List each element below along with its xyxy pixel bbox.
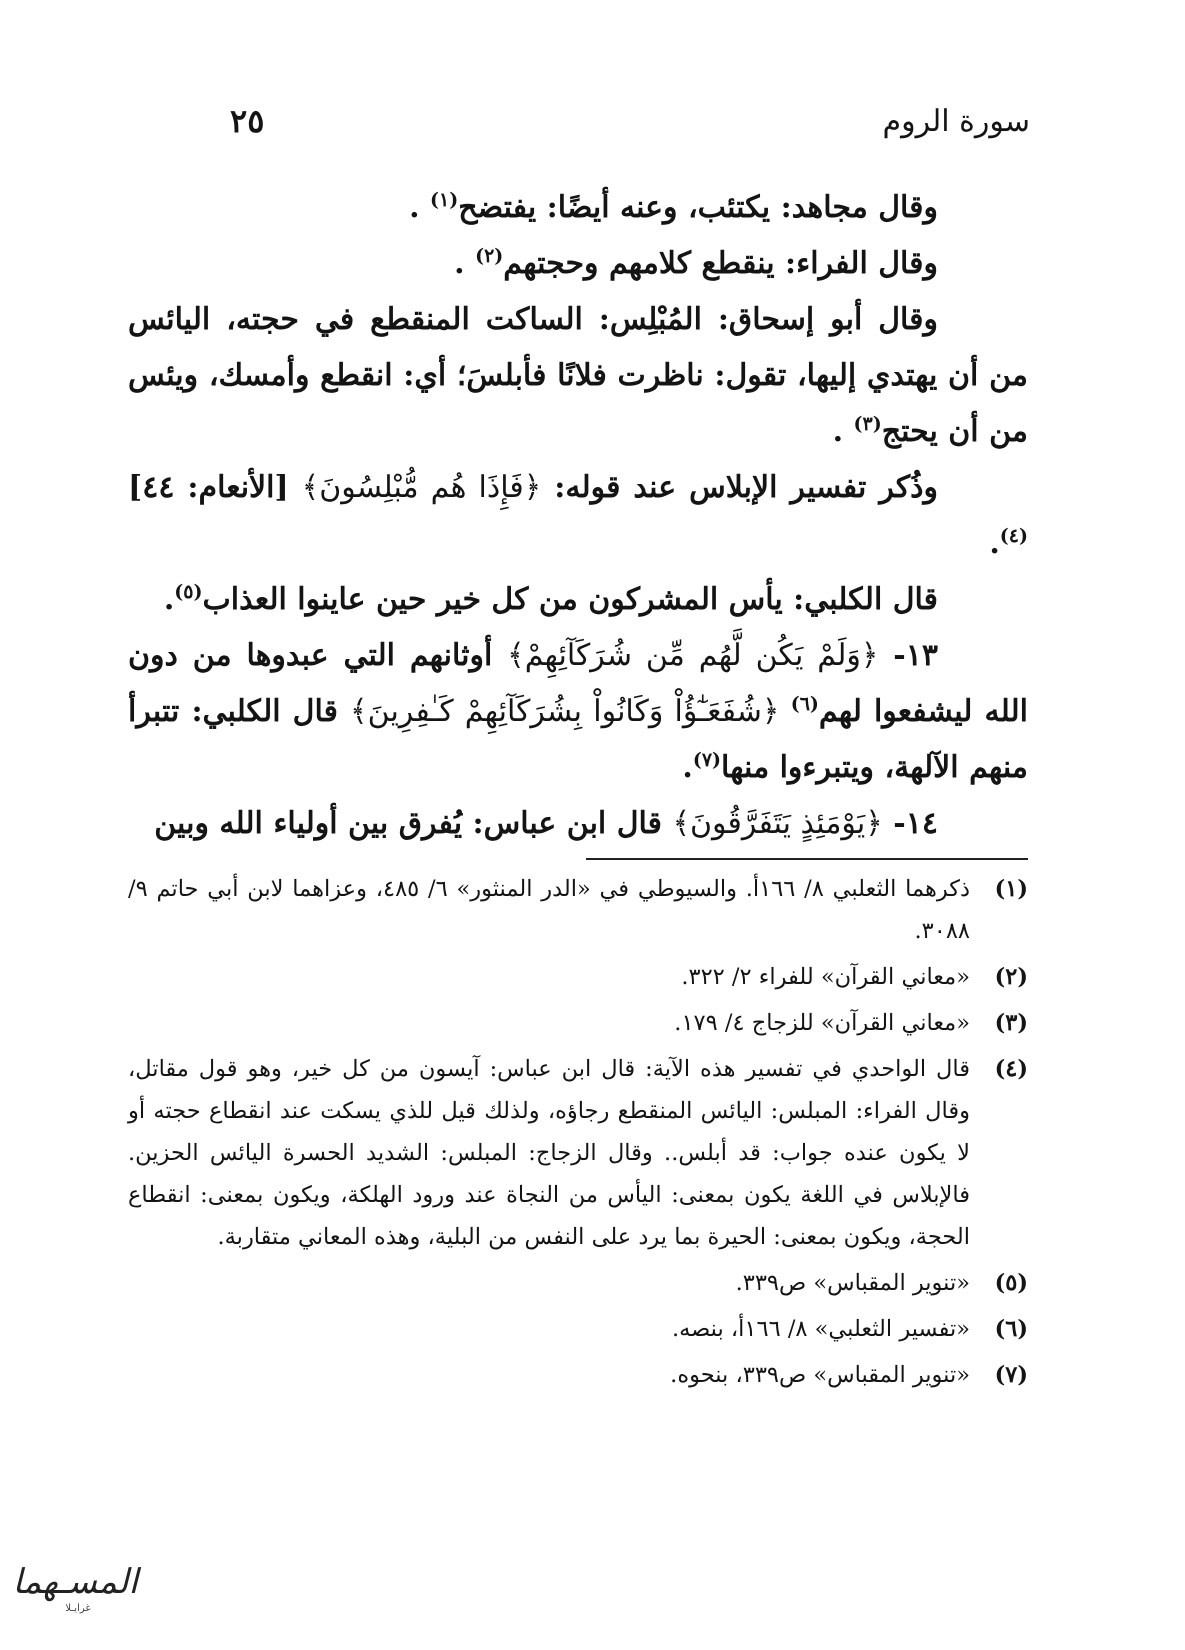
footnote-number: (٧) [994,1362,1028,1388]
footnote-number: (٥) [994,1270,1028,1296]
footnote-number: (٣) [994,1010,1028,1036]
footnote-ref: (٥) [174,581,203,603]
surah-title: سورة الروم [882,104,1030,139]
footnotes [128,868,1028,1400]
footnote-ref: (٤) [999,525,1028,547]
footnote [128,1354,1028,1396]
footnote-text: «معاني القرآن» للفراء ٢/ ٣٢٢. [681,964,970,990]
stamp-small-text: غرايـلا [65,1603,91,1614]
footnote-text: «معاني القرآن» للزجاج ٤/ ١٧٩. [674,1010,970,1036]
paragraph-7: ١٤- ﴿يَوْمَئِذٍ يَتَفَرَّقُونَ﴾ قال ابن عباس: يُفرق بين أولياء الله وبين [154,806,938,841]
footnote-text: ذكرهما الثعلبي ٨/ ١٦٦أ. والسيوطي في «الدر المنثور» ٦/ ٤٨٥، وعزاهما لابن أبي حاتم ٩/ ٣٠٨٨. [128,876,971,944]
page-number: ٢٥ [230,102,265,140]
paragraph-4: وذُكر تفسير الإبلاس عند قوله: ﴿فَإِذَا هُم مُّبْلِسُونَ﴾ [الأنعام: ٤٤]$^{(٤)}$. [128,470,1028,561]
footnote [128,1048,1028,1258]
footnote-text: «تفسير الثعلبي» ٨/ ١٦٦أ، بنصه. [671,1316,970,1342]
stamp-text: المسـهما [12,1562,138,1602]
footnote-ref: (٧) [692,749,722,771]
footnote-number: (٢) [994,964,1028,990]
paragraph-5: قال الكلبي: يأس المشركون من كل خير حين عاينوا العذاب$^{(٥)}$. [163,581,938,617]
library-stamp-logo [12,1562,138,1628]
quran-verse: ﴿وَلَمْ يَكُن لَّهُم مِّن شُرَكَآئِهِمْ﴾ [507,638,879,673]
paragraph-1: وقال مجاهد: يكتئب، وعنه أيضًا: يفتضح$^{(١)}$ . [409,189,938,225]
footnote-number: (٤) [994,1056,1028,1082]
quran-verse: ﴿يَوْمَئِذٍ يَتَفَرَّقُونَ﴾ [672,806,883,841]
footnote [128,868,1028,952]
footnote-ref: (٣) [853,413,882,435]
footnote-ref: (١) [430,189,459,211]
footnote [128,956,1028,998]
footnote-divider [586,858,1028,860]
verse-number: ١٣- [878,638,938,673]
footnote [128,1308,1028,1350]
page-header [200,104,1030,154]
footnote-text: «تنوير المقباس» ص٣٣٩. [735,1270,970,1296]
quran-verse: ﴿شُفَعَـٰٓؤُاْ وَكَانُواْ بِشُرَكَآئِهِمْ كَـٰفِرِينَ﴾ [350,694,791,729]
footnote-ref: (٦) [790,693,819,715]
footnote-ref: (٢) [475,245,504,267]
paragraph-3: وقال أبو إسحاق: المُبْلِس: الساكت المنقطع في حجته، اليائس من أن يهتدي إليها، تقول: ناظرت فلانًا فأبلسَ؛ أي: انقطع وأمسك، ويئس من أن يحتج$^{(٣)}$ . [128,302,1028,449]
verse-number: ١٤- [882,806,938,841]
footnote-text: «تنوير المقباس» ص٣٣٩، بنحوه. [670,1362,970,1388]
footnote [128,1262,1028,1304]
footnote-text: قال الواحدي في تفسير هذه الآية: قال ابن عباس: آيسون من كل خير، وهو قول مقاتل، وقال الفراء: المبلس: اليائس المنقطع رجاؤه، ولذلك قيل للذي يسكت عند انقطاع حجته أو لا يكون عنده جواب: قد أبلس.. وقال الزجاج: المبلس: الشديد الحسرة اليائس الحزين. فالإبلاس في اللغة يكون بمعنى: اليأس من النجاة عند ورود الهلكة، ويكون بمعنى: انقطاع الحجة، ويكون بمعنى: الحيرة بما يرد على النفس من البلية، وهذه المعاني متقاربة. [128,1056,970,1250]
footnote-number: (٦) [994,1316,1028,1342]
main-text [128,180,1028,852]
footnote-number: (١) [994,876,1028,902]
footnote [128,1002,1028,1044]
quran-verse: ﴿فَإِذَا هُم مُّبْلِسُونَ﴾ [301,470,542,505]
paragraph-6: ١٣- ﴿وَلَمْ يَكُن لَّهُم مِّن شُرَكَآئِهِمْ﴾ أوثانهم التي عبدوها من دون الله ليشفعوا لهم$^{(٦)}$ ﴿شُفَعَـٰٓؤُاْ وَكَانُواْ بِشُرَكَآئِهِمْ كَـٰفِرِينَ﴾ قال الكلبي: تتبرأ منهم الآلهة، ويتبرءوا منها$^{(٧)}$. [128,638,1028,785]
paragraph-2: وقال الفراء: ينقطع كلامهم وحجتهم$^{(٢)}$ . [454,245,938,281]
